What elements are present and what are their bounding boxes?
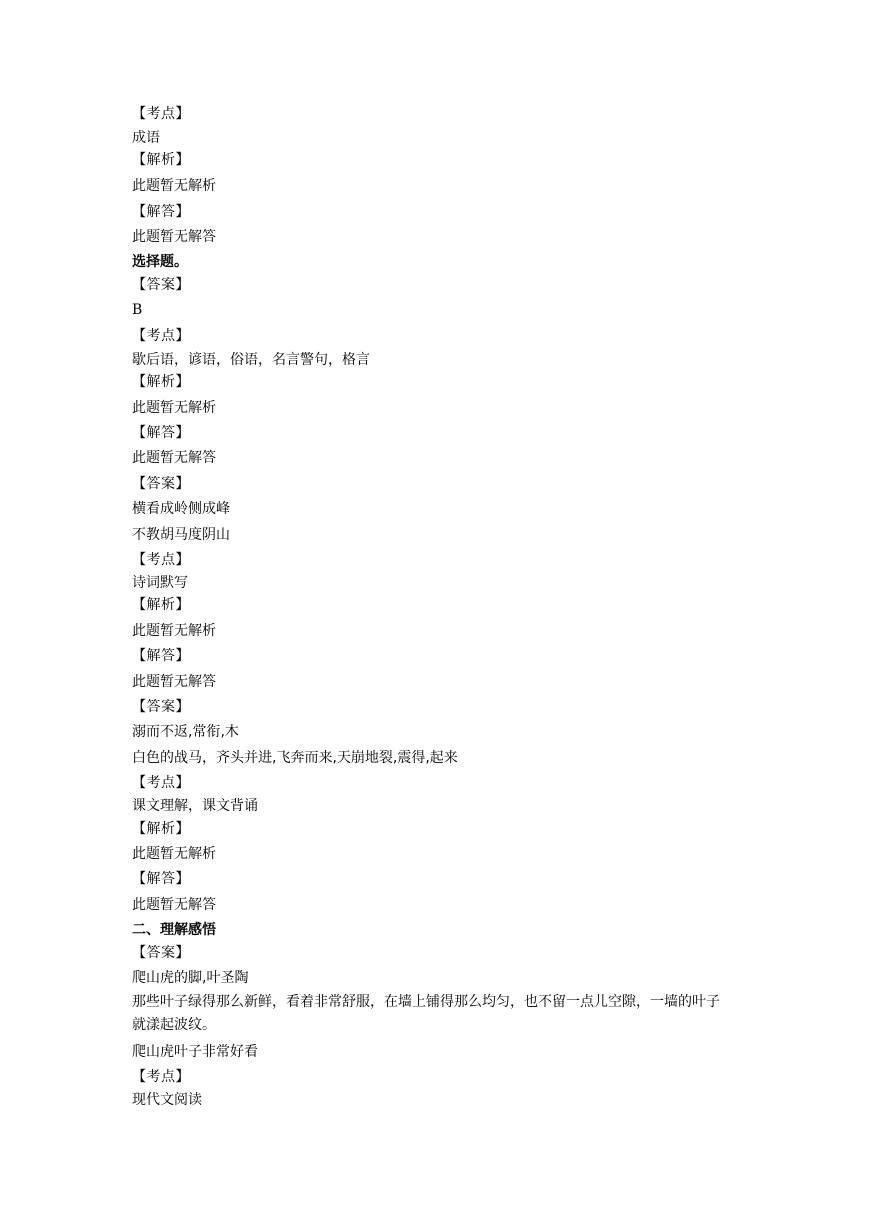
section-label-jiexi: 【解析】: [132, 597, 190, 613]
text-paragraph: 那些叶子绿得那么新鲜，看着非常舒服，在墙上铺得那么均匀，也不留一点儿空隙，一墙的叶子就漾起波纹。: [132, 994, 720, 1033]
section-label-daan: 【答案】: [132, 277, 190, 293]
text-line: 课文理解，课文背诵: [132, 798, 258, 814]
text-line: 此题暂无解析: [132, 846, 216, 862]
section-label-jieda: 【解答】: [132, 871, 190, 887]
section-label-kaodian: 【考点】: [132, 106, 190, 122]
section-label-daan: 【答案】: [132, 476, 190, 492]
text-line: 不教胡马度阴山: [132, 527, 230, 543]
section-heading: 二、理解感悟: [132, 922, 216, 938]
text-line: 诗词默写: [132, 575, 188, 591]
section-label-kaodian: 【考点】: [132, 552, 190, 568]
text-line: 溺而不返,常衔,木: [132, 724, 239, 740]
text-line: 此题暂无解答: [132, 229, 216, 245]
text-line: 爬山虎叶子非常好看: [132, 1044, 258, 1060]
section-label-jiexi: 【解析】: [132, 152, 190, 168]
text-line: 爬山虎的脚,叶圣陶: [132, 970, 249, 986]
section-label-kaodian: 【考点】: [132, 1069, 190, 1085]
text-line: 此题暂无解析: [132, 400, 216, 416]
text-line: 此题暂无解答: [132, 674, 216, 690]
section-label-daan: 【答案】: [132, 945, 190, 961]
section-label-jiexi: 【解析】: [132, 821, 190, 837]
text-line: 白色的战马，齐头并进,飞奔而来,天崩地裂,震得,起来: [132, 750, 458, 766]
text-line: B: [132, 302, 143, 318]
text-line: 成语: [132, 130, 160, 146]
section-label-jieda: 【解答】: [132, 204, 190, 220]
section-heading: 选择题。: [132, 254, 188, 270]
section-label-jiexi: 【解析】: [132, 374, 190, 390]
text-line: 此题暂无解答: [132, 450, 216, 466]
text-line: 横看成岭侧成峰: [132, 501, 230, 517]
section-label-kaodian: 【考点】: [132, 328, 190, 344]
text-line: 此题暂无解析: [132, 623, 216, 639]
text-line: 此题暂无解答: [132, 897, 216, 913]
section-label-jieda: 【解答】: [132, 648, 190, 664]
section-label-jieda: 【解答】: [132, 425, 190, 441]
section-label-kaodian: 【考点】: [132, 775, 190, 791]
text-line: 此题暂无解析: [132, 178, 216, 194]
text-line: 现代文阅读: [132, 1092, 202, 1108]
section-label-daan: 【答案】: [132, 699, 190, 715]
text-line: 歇后语，谚语，俗语，名言警句，格言: [132, 352, 370, 368]
